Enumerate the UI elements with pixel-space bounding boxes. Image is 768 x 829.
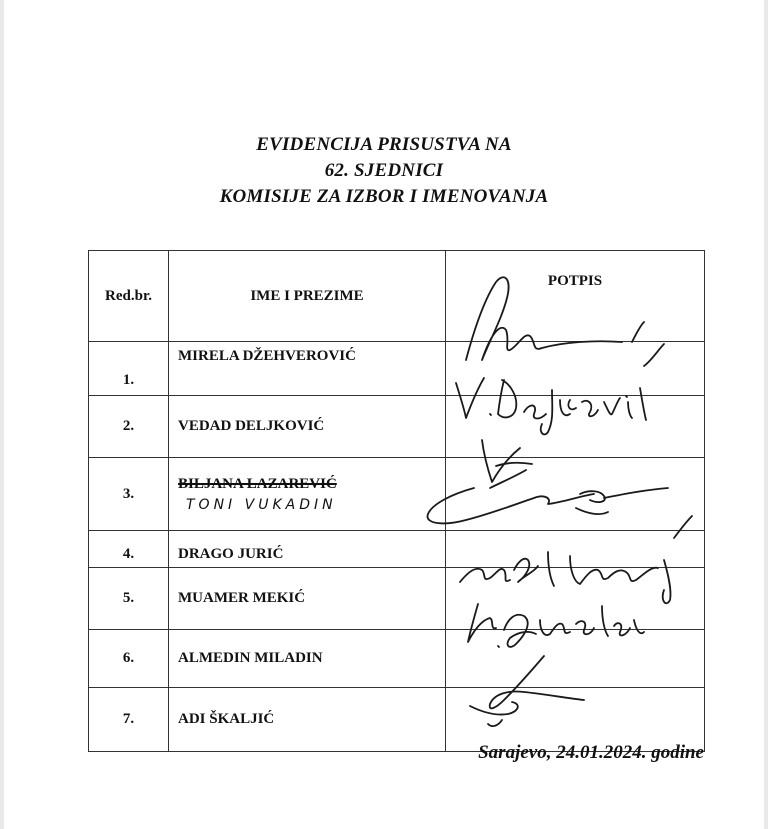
row-name: ADI ŠKALJIĆ [169,688,446,752]
attendance-table [88,250,705,752]
document-page [4,0,764,829]
row-name-cell [169,458,446,531]
row-num: 1. [89,342,169,396]
table-row [89,342,705,396]
document-title [4,132,764,210]
signature-cell [446,531,705,568]
row-name: MIRELA DŽEHVEROVIĆ [169,342,446,396]
row-name: DRAGO JURIĆ [169,531,446,568]
header-signature: POTPIS [446,251,705,342]
signature-cell [446,396,705,458]
table-row [89,630,705,688]
table-row [89,396,705,458]
row-name: ALMEDIN MILADIN [169,630,446,688]
row-num: 4. [89,531,169,568]
header-num: Red.br. [89,251,169,342]
table-header-row [89,251,705,342]
struck-name: BILJANA LAZAREVIĆ [178,475,337,492]
title-line-2: 62. SJEDNICI [324,160,444,181]
signature-cell [446,630,705,688]
signature-cell [446,568,705,630]
row-num: 2. [89,396,169,458]
row-name: MUAMER MEKIĆ [169,568,446,630]
header-name: IME I PREZIME [169,251,446,342]
row-num: 5. [89,568,169,630]
signature-cell [446,342,705,396]
signature-cell [446,458,705,531]
table-row [89,568,705,630]
row-num: 3. [89,458,169,531]
table-row [89,531,705,568]
row-num: 7. [89,688,169,752]
place-and-date: Sarajevo, 24.01.2024. godine [478,742,704,763]
row-num: 6. [89,630,169,688]
title-line-1: EVIDENCIJA PRISUSTVA NA [256,134,512,155]
title-line-3: KOMISIJE ZA IZBOR I IMENOVANJA [219,186,549,207]
table-row [89,458,705,531]
handwritten-replacement-name: TONI VUKADIN [186,496,337,513]
row-name: VEDAD DELJKOVIĆ [169,396,446,458]
